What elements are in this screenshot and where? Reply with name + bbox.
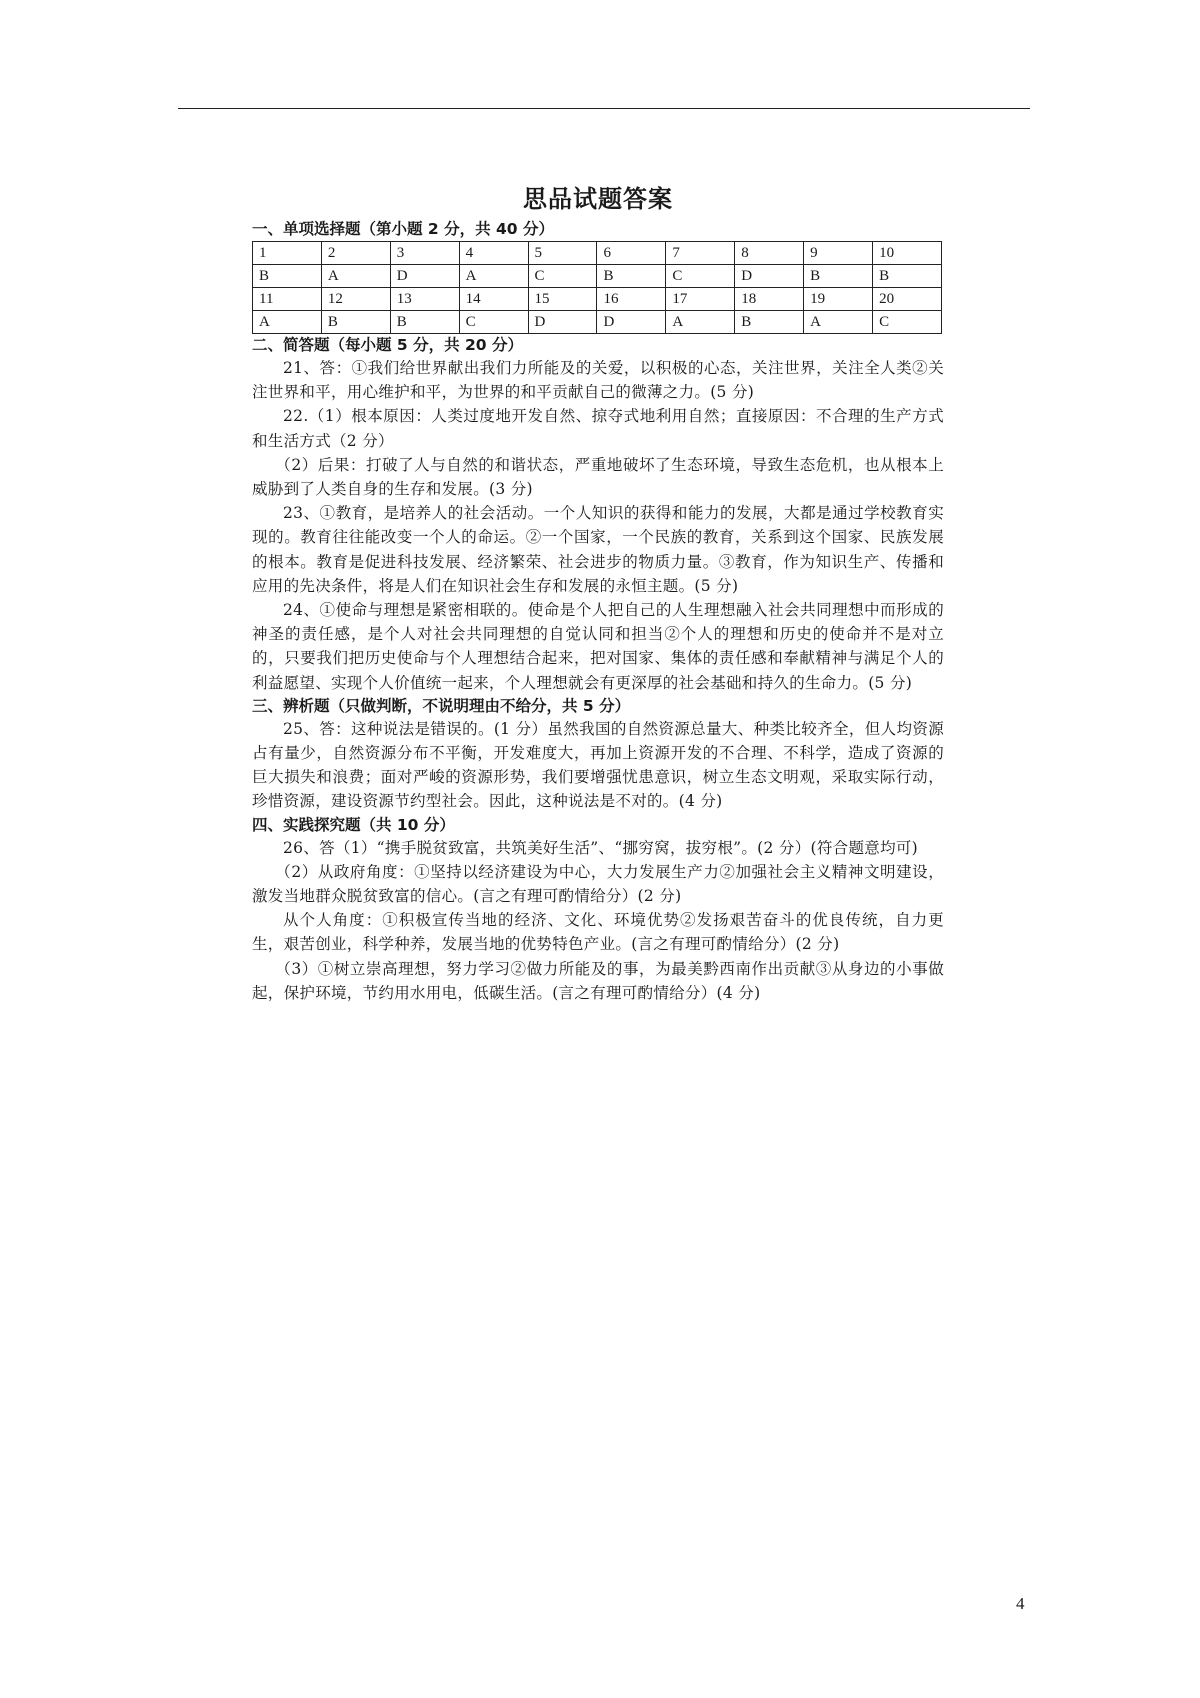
table-cell: C: [666, 265, 735, 288]
table-cell: B: [597, 265, 666, 288]
table-cell: 6: [597, 242, 666, 265]
section-heading-analysis: 三、辨析题（只做判断，不说明理由不给分，共 5 分）: [252, 696, 631, 715]
answer-26-part1: 26、答（1）“携手脱贫致富，共筑美好生活”、“挪穷窝，拔穷根”。(2 分）(符合题意均可): [283, 838, 919, 857]
table-cell: 10: [873, 242, 942, 265]
table-cell: B: [804, 265, 873, 288]
table-cell: 17: [666, 288, 735, 311]
answer-26-part3: （3）①树立崇高理想，努力学习②做力所能及的事，为最美黔西南作出贡献③从身边的小事做起，保护环境，节约用水用电，低碳生活。(言之有理可酌情给分）(4 分): [252, 959, 944, 1002]
table-cell: B: [321, 311, 390, 334]
table-cell: 1: [253, 242, 322, 265]
page-title: 思品试题答案: [523, 185, 673, 213]
answer-25: 25、答：这种说法是错误的。(1 分）虽然我国的自然资源总量大、种类比较齐全，但人均资源占有量少，自然资源分布不平衡，开发难度大，再加上资源开发的不合理、不科学，造成了资源的巨大损失和浪费；面对严峻的资源形势，我们要增强忧患意识，树立生态文明观，采取实际行动，珍惜资源，建设资源节约型社会。因此，这种说法是不对的。(4 分): [252, 719, 944, 811]
table-cell: D: [735, 265, 804, 288]
answer-sheet: [252, 182, 944, 1005]
section-heading-choice: 一、单项选择题（第小题 2 分，共 40 分）: [252, 220, 554, 238]
table-cell: 14: [459, 288, 528, 311]
answer-26-individual: 从个人角度：①积极宣传当地的经济、文化、环境优势②发扬艰苦奋斗的优良传统，自力更生，艰苦创业，科学种养，发展当地的优势特色产业。(言之有理可酌情给分）(2 分): [252, 911, 944, 954]
answer-23: 23、①教育，是培养人的社会活动。一个人知识的获得和能力的发展，大都是通过学校教育实现的。教育往往能改变一个人的命运。②一个国家，一个民族的教育，关系到这个国家、民族发展的根本。教育是促进科技发展、经济繁荣、社会进步的物质力量。③教育，作为知识生产、传播和应用的先决条件，将是人们在知识社会生存和发展的永恒主题。(5 分): [252, 504, 944, 595]
answer-26-part2: （2）从政府角度：①坚持以经济建设为中心，大力发展生产力②加强社会主义精神文明建设，激发当地群众脱贫致富的信心。(言之有理可酌情给分）(2 分): [252, 862, 944, 906]
table-cell: A: [804, 311, 873, 334]
answer-24: 24、①使命与理想是紧密相联的。使命是个人把自己的人生理想融入社会共同理想中而形成的神圣的责任感，是个人对社会共同理想的自觉认同和担当②个人的理想和历史的使命并不是对立的，只要我们把历史使命与个人理想结合起来，把对国家、集体的责任感和奉献精神与满足个人的利益愿望、实现个人价值统一起来，个人理想就会有更深厚的社会基础和持久的生命力。(5 分): [252, 601, 944, 692]
table-cell: B: [735, 311, 804, 334]
header-rule: [178, 108, 1030, 109]
table-cell: 7: [666, 242, 735, 265]
table-cell: 9: [804, 242, 873, 265]
table-cell: A: [666, 311, 735, 334]
table-cell: B: [253, 265, 322, 288]
table-cell: 11: [253, 288, 322, 311]
table-cell: 12: [321, 288, 390, 311]
table-cell: 13: [390, 288, 459, 311]
table-cell: 5: [528, 242, 597, 265]
table-cell: 19: [804, 288, 873, 311]
section-heading-short: 二、简答题（每小题 5 分，共 20 分）: [252, 336, 523, 354]
table-cell: 4: [459, 242, 528, 265]
table-cell: B: [390, 311, 459, 334]
table-cell: C: [528, 265, 597, 288]
table-cell: A: [459, 265, 528, 288]
table-cell: B: [873, 265, 942, 288]
table-cell: C: [873, 311, 942, 334]
table-cell: 20: [873, 288, 942, 311]
table-cell: 15: [528, 288, 597, 311]
table-cell: A: [321, 265, 390, 288]
table-row: [253, 242, 942, 265]
table-row: [253, 311, 942, 334]
answer-22-part2: （2）后果：打破了人与自然的和谐状态，严重地破坏了生态环境，导致生态危机，也从根本上威胁到了人类自身的生存和发展。(3 分): [252, 455, 944, 499]
table-cell: 16: [597, 288, 666, 311]
table-cell: 8: [735, 242, 804, 265]
table-row: [253, 265, 942, 288]
table-row: [253, 288, 942, 311]
section-heading-practice: 四、实践探究题（共 10 分）: [252, 815, 455, 834]
table-cell: A: [253, 311, 322, 334]
answer-22-part1: 22.（1）根本原因：人类过度地开发自然、掠夺式地利用自然；直接原因：不合理的生产方式和生活方式（2 分）: [252, 407, 944, 450]
table-cell: D: [528, 311, 597, 334]
table-cell: 3: [390, 242, 459, 265]
answer-table: [252, 241, 942, 334]
table-cell: 2: [321, 242, 390, 265]
answer-21: 21、答：①我们给世界献出我们力所能及的关爱，以积极的心态，关注世界，关注全人类②关注世界和平，用心维护和平，为世界的和平贡献自己的微薄之力。(5 分): [252, 359, 944, 402]
table-cell: 18: [735, 288, 804, 311]
page-number: 4: [1016, 1594, 1025, 1613]
table-cell: D: [597, 311, 666, 334]
table-cell: D: [390, 265, 459, 288]
table-cell: C: [459, 311, 528, 334]
